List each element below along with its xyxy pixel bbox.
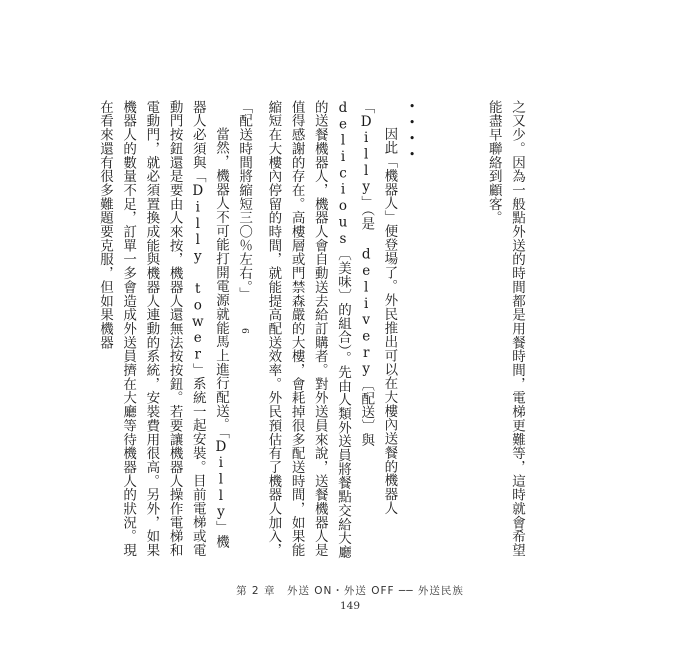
- page-number: 149: [339, 600, 361, 612]
- footnote-marker: 6: [239, 328, 250, 335]
- vertical-body-text: [96, 100, 528, 562]
- paragraph-text: 因此「機器人」便登場了。外民推出可以在大樓內送餐的機器人「Dilly」（是 delivery〔配送〕與 delicious〔美味〕的組合）。先由人類外送員將餐點交給大廳的送餐機器人，機器人會自動送去給訂購者。對外送員來說，送餐機器人是值得感謝的存在。高樓層或門禁森嚴的大樓，會耗掉很多配送時間，如果能縮短在大樓內停留的時間，就能提高配送效率。外民預估有了機器人加入，「配送時間將縮短三〇％左右。」: [236, 100, 398, 559]
- section-ornament: [400, 100, 481, 562]
- running-footer: 第 2 章 外送 ON・外送 OFF ── 外送民族: [236, 585, 464, 597]
- ornament-dots: ••••: [405, 100, 419, 164]
- paragraph-continuation: [482, 100, 528, 562]
- paragraph-text: 之又少。因為一般點外送的時間都是用餐時間，電梯更難等，這時就會希望能盡早聯絡到顧客。: [485, 100, 525, 558]
- paragraph-robot-intro: [232, 100, 400, 562]
- paragraph-robot-limits: [93, 100, 232, 562]
- paragraph-text: 當然，機器人不可能打開電源就能馬上進行配送。「Dilly」機器人必須與「Dilly tower」系統一起安裝。目前電梯或電動門按鈕還是要由人來按，機器人還無法按按鈕。若要讓機器人操作電梯和電動門，就必須置換成能與機器人連動的系統，安裝費用很高。另外，如果機器人的數量不足，訂單一多會造成外送員擠在大廳等待機器人的狀況。現在看來還有很多難題要克服，但如果機器: [96, 100, 229, 558]
